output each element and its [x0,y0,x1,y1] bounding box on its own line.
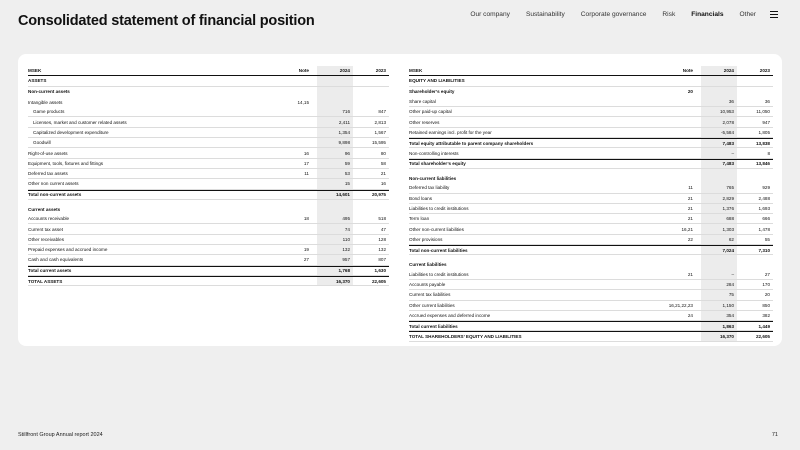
row-label: Total current liabilities [409,323,458,329]
value-2024: 957 [317,255,353,264]
value-2024: – [701,270,737,279]
header-note: Note [682,68,693,74]
row-note: 11 [688,185,693,191]
value-2024: 16,370 [701,332,737,340]
row-label: Other current liabilities [409,302,455,308]
table-row [409,97,773,107]
footer-report-name: Stillfront Group Annual report 2024 [18,432,103,438]
value-2024: 765 [701,183,737,192]
row-note: 21 [687,271,693,277]
nav-risk[interactable]: Risk [662,11,676,19]
row-label: Deferred tax assets [28,171,68,177]
row-note: 16,21 [681,226,693,232]
row-label: Other non current assets [28,181,79,187]
statement-card [18,54,782,346]
value-2024: 36 [701,97,737,106]
table-row [28,245,389,255]
value-2023: 2,813 [374,119,386,125]
value-2023: 929 [762,185,770,191]
value-2024 [701,87,737,97]
value-2023: 47 [380,226,386,232]
nav-sustainability[interactable]: Sustainability [525,11,565,19]
value-2023: 58 [380,160,386,166]
table-row [28,266,389,276]
row-note: 22 [687,236,693,242]
table-row [409,183,773,193]
value-2023: 13,846 [755,161,770,167]
table-row [409,204,773,214]
value-2023: 15,595 [371,140,386,146]
value-2024 [317,87,353,97]
table-row [409,76,773,86]
hamburger-menu-icon[interactable] [770,11,778,18]
row-label: Prepaid expenses and accrued income [28,247,108,253]
table-row [28,276,389,286]
value-2023: 947 [762,119,770,125]
row-label: Current tax asset [28,226,63,232]
value-2024: 1,376 [701,204,737,213]
row-label: Non-current liabilities [409,175,457,181]
table-row [28,190,389,200]
row-label: Other receivables [28,236,65,242]
table-row [409,245,773,255]
row-label: Licenses, market and customer related assets [33,119,127,125]
equity-liabilities-table [409,66,773,342]
value-2024: 9,898 [317,138,353,147]
table-row [409,331,773,341]
value-2023: 22,605 [371,278,386,284]
row-label: Total shareholder’s equity [409,161,466,167]
header-msek: MSEK [409,68,423,74]
header-2024: 2024 [701,66,737,75]
table-row [409,194,773,204]
value-2024: 75 [701,290,737,299]
row-label: ASSETS [28,78,47,84]
row-note: 18 [303,216,309,222]
row-label: Current liabilities [409,261,447,267]
row-label: Accounts payable [409,282,446,288]
header-2023: 2023 [375,68,386,74]
table-row [409,301,773,311]
value-2023: 21 [380,171,386,177]
value-2024: 716 [317,107,353,116]
row-label: Total non-current liabilities [409,247,468,253]
value-2024: -5,584 [701,128,737,137]
value-2023 [737,87,773,97]
table-header-row [28,66,389,76]
page-title: Consolidated statement of financial position [18,13,315,29]
value-2023: 20,975 [371,192,386,198]
value-2024: 10,953 [701,107,737,116]
row-note: 19 [303,247,309,253]
row-label: Non-controlling interests [409,150,459,156]
table-row [409,270,773,280]
value-2023: 850 [762,302,770,308]
value-2024: 1,303 [701,224,737,233]
table-row [409,87,773,97]
value-2024: 110 [317,235,353,244]
table-row [409,117,773,127]
row-label: Game products [33,109,65,115]
value-2023: 518 [378,216,386,222]
value-2023: 7,310 [758,247,770,253]
value-2024: 7,483 [701,139,737,147]
table-row [409,224,773,234]
table-row [28,117,389,127]
value-2023 [737,173,773,183]
value-2024: 16,370 [317,277,353,285]
row-label: Accrued expenses and deferred income [409,312,491,318]
value-2023 [353,87,389,97]
row-label: Right-of-use assets [28,150,68,156]
value-2023: 8 [767,150,770,156]
value-2024 [317,76,353,85]
row-label: Cash and cash equivalents [28,257,84,263]
value-2023 [353,204,389,214]
row-label: Total current assets [28,268,72,274]
value-2023: 1,630 [374,268,386,274]
row-note: 17 [303,160,309,166]
value-2023 [353,97,389,107]
row-note: 14,15 [297,99,309,105]
table-row [28,224,389,234]
table-row [409,107,773,117]
value-2024: 2,829 [701,194,737,203]
row-label: TOTAL SHAREHOLDERS’ EQUITY AND LIABILITIES [409,334,522,340]
table-row [409,259,773,269]
value-2024: 354 [701,311,737,320]
top-nav [454,11,778,18]
header-note: Note [298,68,309,74]
row-note: 16,21,22,23 [668,302,693,308]
row-label: Equipment, tools, fixtures and fittings [28,160,104,166]
value-2024: 2,078 [701,117,737,126]
value-2024: 2,411 [317,117,353,126]
row-label: Term loan [409,216,430,222]
value-2024: 62 [701,235,737,244]
table-row [409,148,773,158]
value-2024 [317,97,353,107]
nav-other[interactable]: Other [739,11,756,19]
value-2024 [317,204,353,214]
row-note: 20 [687,89,693,95]
row-label: Liabilities to credit institutions [409,271,469,277]
row-label: Capitalized development expenditure [33,129,109,135]
row-label: Current assets [28,206,61,212]
row-label: Other paid-up capital [409,109,452,115]
value-2023: 27 [764,271,770,277]
value-2024: 495 [317,214,353,223]
row-note: 27 [303,257,309,263]
row-label: EQUITY AND LIABILITIES [409,78,465,84]
value-2024: 1,768 [317,267,353,275]
value-2023: 1,567 [374,129,386,135]
table-row [28,235,389,245]
table-row [28,255,389,265]
row-label: Total non-current assets [28,192,82,198]
table-row [28,159,389,169]
row-label: TOTAL ASSETS [28,278,63,284]
row-label: Share capital [409,99,436,105]
value-2023: 128 [378,236,386,242]
value-2023: 847 [378,109,386,115]
row-note: 21 [687,206,693,211]
row-label: Total equity attributable to parent company shareholders [409,140,534,146]
nav-financials[interactable]: Financials [691,11,724,19]
table-row [28,148,389,158]
value-2024: 1,863 [701,322,737,330]
value-2023: 36 [764,99,770,105]
value-2023: 22,605 [755,334,770,340]
row-label: Other provisions [409,236,443,242]
value-2024: 15 [317,179,353,188]
row-label: Goodwill [33,140,51,146]
value-2024: 688 [701,214,737,223]
value-2024 [701,173,737,183]
table-row [409,173,773,183]
row-note: 24 [687,312,693,318]
value-2023: 807 [378,257,386,263]
table-row [409,311,773,321]
table-row [28,169,389,179]
row-label: Accounts receivable [28,216,70,222]
header-msek: MSEK [28,68,42,74]
value-2023: 1,805 [758,129,770,135]
table-row [409,159,773,169]
value-2023: 1,693 [758,206,770,211]
value-2024: 284 [701,280,737,289]
row-label: Deferred tax liability [409,185,450,191]
value-2023: 382 [762,312,770,318]
value-2023: 2,488 [758,195,770,201]
value-2023 [737,76,773,85]
value-2024: 7,024 [701,246,737,254]
table-row [409,235,773,245]
row-note: 11 [304,171,309,177]
row-note: 16 [303,150,309,156]
row-note: 21 [687,216,693,222]
value-2024: – [701,148,737,157]
row-note: 21 [687,195,693,201]
table-row [28,107,389,117]
table-row [28,87,389,97]
value-2023: 13,838 [755,140,770,146]
value-2023: 20 [764,292,770,298]
value-2023: 11,050 [756,109,770,115]
table-row [28,179,389,189]
table-row [409,138,773,148]
value-2024: 59 [317,159,353,168]
row-label: Shareholder’s equity [409,89,455,95]
value-2024: 96 [317,148,353,157]
row-label: Other non-current liabilities [409,226,464,232]
row-label: Current tax liabilities [409,292,451,298]
header-2023: 2023 [759,68,770,74]
value-2023: 1,478 [758,226,770,232]
footer-page-number: 71 [771,432,778,438]
row-label: Liabilities to credit institutions [409,206,469,211]
value-2023: 132 [378,247,386,253]
value-2024: 14,601 [317,191,353,199]
table-row [28,204,389,214]
table-row [409,321,773,331]
value-2023 [353,76,389,85]
value-2023: 55 [764,236,770,242]
table-row [409,128,773,138]
value-2023: 170 [762,282,770,288]
row-label: Other reserves [409,119,440,125]
value-2023: 666 [762,216,770,222]
table-row [409,280,773,290]
table-row [28,214,389,224]
row-label: Retained earnings incl. profit for the year [409,129,492,135]
value-2024: 132 [317,245,353,254]
value-2024 [701,76,737,85]
value-2024: 53 [317,169,353,178]
row-label: Intangible assets [28,99,63,105]
table-row [409,214,773,224]
nav-our-company[interactable]: Our company [470,11,510,19]
row-label: Non-current assets [28,89,70,95]
value-2023: 1,449 [758,323,770,329]
value-2024: 1,354 [317,128,353,137]
nav-corporate-governance[interactable]: Corporate governance [580,11,647,19]
value-2023 [737,259,773,269]
value-2024: 74 [317,224,353,233]
value-2023: 80 [380,150,386,156]
table-row [28,138,389,148]
table-row [28,97,389,107]
value-2023: 16 [380,181,386,187]
value-2024 [701,259,737,269]
value-2024: 1,150 [701,301,737,310]
assets-table [28,66,389,286]
header-2024: 2024 [317,66,353,75]
row-label: Bond loans [409,195,432,201]
table-header-row [409,66,773,76]
table-row [28,128,389,138]
table-row [409,290,773,300]
table-row [28,76,389,86]
value-2024: 7,483 [701,160,737,168]
